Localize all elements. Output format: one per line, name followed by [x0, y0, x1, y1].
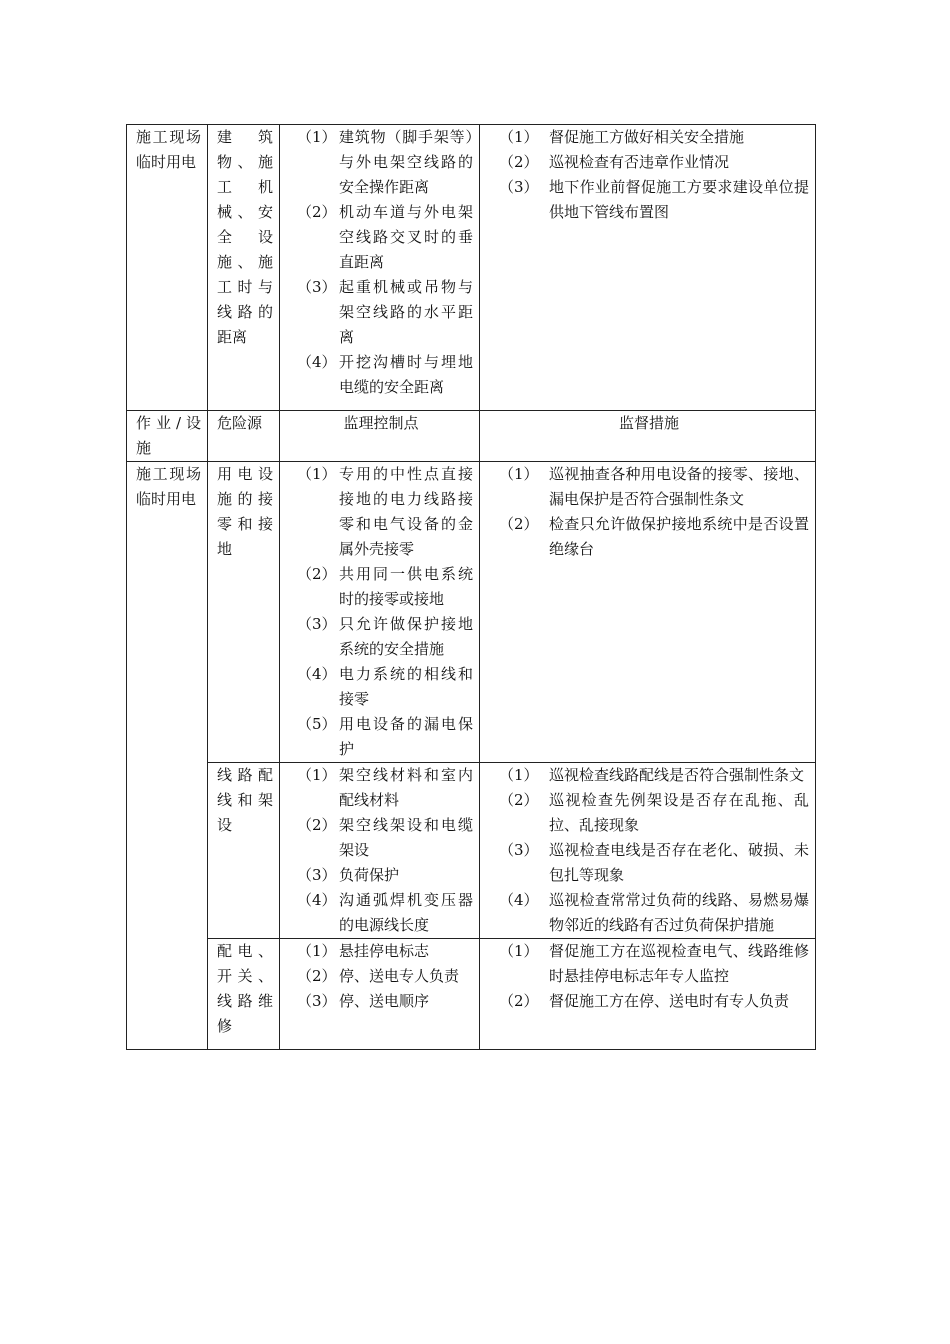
item-number: （1）	[297, 766, 337, 784]
list-item	[289, 562, 473, 612]
item-number: （4）	[297, 665, 337, 683]
list-item	[289, 200, 473, 275]
item-text: 停、送电专人负责	[339, 967, 460, 985]
item-number: （4）	[297, 353, 337, 371]
item-number: （3）	[297, 866, 337, 884]
measures-cell	[480, 125, 816, 411]
control-points-cell	[280, 462, 480, 763]
item-number: （1）	[297, 942, 337, 960]
control-points-list	[289, 462, 473, 762]
control-points-cell	[280, 125, 480, 411]
list-item	[289, 662, 473, 712]
header-control-point: 监理控制点	[280, 411, 480, 462]
hazard-cell: 建筑物、施工机械、安全设施、施工时与线路的距离	[208, 125, 280, 411]
item-number: （3）	[297, 278, 337, 296]
safety-supervision-table	[126, 124, 816, 1050]
item-number: （1）	[499, 766, 539, 784]
measures-list	[489, 939, 809, 1014]
item-number: （3）	[499, 841, 539, 859]
control-points-cell	[280, 939, 480, 1050]
item-text: 起重机械或吊物与架空线路的水平距离	[339, 278, 473, 346]
header-facility: 作业/设施	[127, 411, 208, 462]
list-item	[289, 763, 473, 813]
item-text: 巡视检查常常过负荷的线路、易燃易爆物邻近的线路有否过负荷保护措施	[549, 891, 809, 934]
item-text: 电力系统的相线和接零	[339, 665, 473, 708]
list-item	[489, 462, 809, 512]
list-item	[289, 462, 473, 562]
item-number: （4）	[297, 891, 337, 909]
item-number: （2）	[499, 153, 539, 171]
item-text: 巡视检查有否违章作业情况	[549, 153, 730, 171]
list-item	[289, 125, 473, 200]
item-number: （2）	[297, 967, 337, 985]
item-number: （1）	[499, 128, 539, 146]
list-item	[289, 612, 473, 662]
list-item	[489, 989, 809, 1014]
item-text: 悬挂停电标志	[339, 942, 430, 960]
list-item	[289, 939, 473, 964]
list-item	[289, 888, 473, 938]
measures-list	[489, 462, 809, 562]
item-number: （1）	[297, 128, 337, 146]
measures-cell	[480, 462, 816, 763]
list-item	[289, 275, 473, 350]
control-points-list	[289, 939, 473, 1014]
facility-cell: 施工现场临时用电	[127, 125, 208, 411]
item-text: 开挖沟槽时与埋地电缆的安全距离	[339, 353, 473, 396]
item-text: 用电设备的漏电保护	[339, 715, 473, 758]
list-item	[489, 150, 809, 175]
hazard-cell: 用电设施的接零和接地	[208, 462, 280, 763]
item-text: 地下作业前督促施工方要求建设单位提供地下管线布置图	[549, 178, 809, 221]
table-header-row	[127, 411, 816, 462]
list-item	[289, 813, 473, 863]
list-item	[289, 989, 473, 1014]
table-row-maintenance	[127, 939, 816, 1050]
item-text: 沟通弧焊机变压器的电源线长度	[339, 891, 473, 934]
item-text: 停、送电顺序	[339, 992, 430, 1010]
table-row-grounding	[127, 462, 816, 763]
list-item	[489, 763, 809, 788]
item-number: （2）	[499, 791, 539, 809]
table-row-distance	[127, 125, 816, 411]
item-text: 专用的中性点直接接地的电力线路接零和电气设备的金属外壳接零	[339, 465, 473, 558]
item-text: 机动车道与外电架空线路交叉时的垂直距离	[339, 203, 473, 271]
measures-cell	[480, 763, 816, 939]
list-item	[489, 939, 809, 989]
item-text: 负荷保护	[339, 866, 400, 884]
control-points-list	[289, 125, 473, 400]
header-measure: 监督措施	[480, 411, 816, 462]
list-item	[289, 863, 473, 888]
measures-list	[489, 125, 809, 225]
item-number: （2）	[297, 816, 337, 834]
item-text: 架空线材料和室内配线材料	[339, 766, 473, 809]
list-item	[489, 512, 809, 562]
item-number: （2）	[297, 203, 337, 221]
item-text: 检查只允许做保护接地系统中是否设置绝缘台	[549, 515, 809, 558]
list-item	[489, 125, 809, 150]
item-text: 督促施工方在巡视检查电气、线路维修时悬挂停电标志年专人监控	[549, 942, 809, 985]
item-number: （3）	[297, 615, 337, 633]
list-item	[489, 838, 809, 888]
table-row-wiring	[127, 763, 816, 939]
facility-cell: 施工现场临时用电	[127, 462, 208, 1050]
item-text: 建筑物（脚手架等）与外电架空线路的安全操作距离	[339, 128, 473, 196]
item-text: 只允许做保护接地系统的安全措施	[339, 615, 473, 658]
item-text: 巡视抽查各种用电设备的接零、接地、漏电保护是否符合强制性条文	[549, 465, 809, 508]
item-text: 架空线架设和电缆架设	[339, 816, 473, 859]
item-text: 巡视检查电线是否存在老化、破损、未包扎等现象	[549, 841, 809, 884]
control-points-cell	[280, 763, 480, 939]
item-number: （2）	[297, 565, 337, 583]
item-number: （1）	[297, 465, 337, 483]
item-number: （2）	[499, 515, 539, 533]
list-item	[489, 788, 809, 838]
item-number: （4）	[499, 891, 539, 909]
hazard-cell: 配电、开关、线路维修	[208, 939, 280, 1050]
item-number: （2）	[499, 992, 539, 1010]
list-item	[289, 964, 473, 989]
control-points-list	[289, 763, 473, 938]
item-text: 督促施工方在停、送电时有专人负责	[549, 992, 790, 1010]
item-text: 巡视检查先例架设是否存在乱拖、乱拉、乱接现象	[549, 791, 809, 834]
list-item	[289, 350, 473, 400]
item-number: （1）	[499, 465, 539, 483]
measures-list	[489, 763, 809, 938]
measures-cell	[480, 939, 816, 1050]
list-item	[289, 712, 473, 762]
item-number: （5）	[297, 715, 337, 733]
list-item	[489, 888, 809, 938]
header-hazard: 危险源	[208, 411, 280, 462]
item-text: 巡视检查线路配线是否符合强制性条文	[549, 766, 805, 784]
list-item	[489, 175, 809, 225]
item-number: （3）	[499, 178, 539, 196]
item-text: 督促施工方做好相关安全措施	[549, 128, 745, 146]
item-number: （1）	[499, 942, 539, 960]
hazard-cell: 线路配线和架设	[208, 763, 280, 939]
item-number: （3）	[297, 992, 337, 1010]
item-text: 共用同一供电系统时的接零或接地	[339, 565, 473, 608]
